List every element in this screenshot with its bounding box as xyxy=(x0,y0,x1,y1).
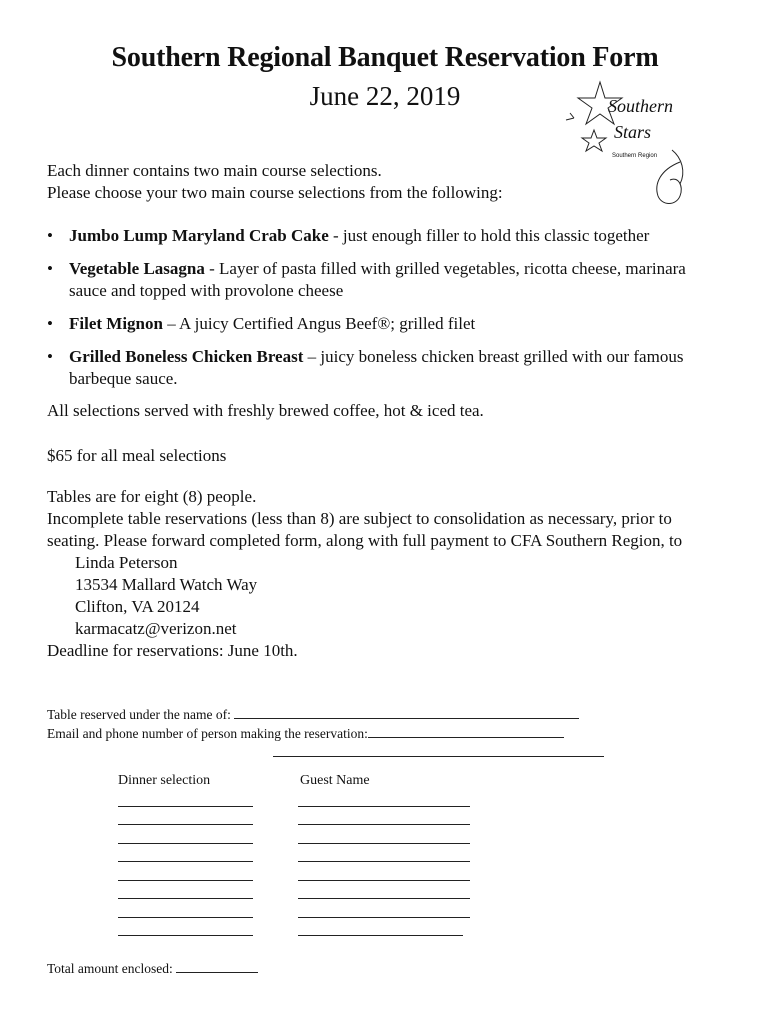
dinner-line[interactable] xyxy=(118,917,253,918)
dinner-line[interactable] xyxy=(118,935,253,936)
contact-name: Linda Peterson xyxy=(75,553,178,572)
guest-line[interactable] xyxy=(298,935,463,936)
dinner-line[interactable] xyxy=(118,824,253,825)
total-amount-line[interactable] xyxy=(176,960,258,973)
guest-line[interactable] xyxy=(298,824,470,825)
guest-name-header: Guest Name xyxy=(300,773,370,788)
guest-line[interactable] xyxy=(298,806,470,807)
dinner-selection-header: Dinner selection xyxy=(118,773,211,788)
dinner-line[interactable] xyxy=(118,861,253,862)
contact-email: karmacatz@verizon.net xyxy=(75,619,237,638)
page-title: Southern Regional Banquet Reservation Form xyxy=(111,42,659,73)
svg-text:Stars: Stars xyxy=(614,122,652,142)
deadline: Deadline for reservations: June 10th. xyxy=(47,641,298,660)
contact-field[interactable]: Email and phone number of person making the reservation: xyxy=(47,725,564,742)
contact-line-2[interactable] xyxy=(273,756,604,757)
guest-line[interactable] xyxy=(298,861,470,862)
dinner-line[interactable] xyxy=(118,806,253,807)
svg-text:Southern: Southern xyxy=(608,96,673,116)
guest-line[interactable] xyxy=(298,880,470,881)
guest-line[interactable] xyxy=(298,898,470,899)
table-name-field[interactable]: Table reserved under the name of: xyxy=(47,706,579,723)
list-item: • Grilled Boneless Chicken Breast – juicy boneless chicken breast grilled with our famous barbeque sauce. xyxy=(47,347,684,388)
served-note: All selections served with freshly brewed coffee, hot & iced tea. xyxy=(47,401,484,420)
contact-street: 13534 Mallard Watch Way xyxy=(75,575,258,594)
svg-text:Southern Region: Southern Region xyxy=(612,153,658,159)
total-amount-field[interactable]: Total amount enclosed: xyxy=(47,960,258,977)
dinner-line[interactable] xyxy=(118,880,253,881)
contact-line[interactable] xyxy=(368,725,564,738)
star-icon-small xyxy=(582,130,606,151)
intro-text: Each dinner contains two main course selections. Please choose your two main course selections from the following: xyxy=(47,161,503,202)
tables-info: Tables are for eight (8) people. Incomplete table reservations (less than 8) are subject to consolidation as necessary, prior to seating. Please forward completed form, along with full payment to CFA Southern Region, to Linda Peterson 13534 Mallard Watch Way Clifton, VA 20124 karmacatz@verizon.net Deadline for reservations: June 10th. xyxy=(47,486,687,662)
list-item: • Vegetable Lasagna - Layer of pasta filled with grilled vegetables, ricotta cheese, marinara sauce and topped with provolone cheese xyxy=(47,259,686,300)
event-date: June 22, 2019 xyxy=(309,81,461,111)
contact-city: Clifton, VA 20124 xyxy=(75,597,200,616)
table-name-line[interactable] xyxy=(234,706,579,719)
list-item: • Filet Mignon – A juicy Certified Angus Beef®; grilled filet xyxy=(47,314,476,333)
guest-line[interactable] xyxy=(298,917,470,918)
price-note: $65 for all meal selections xyxy=(47,446,227,465)
dinner-line[interactable] xyxy=(118,898,253,899)
guest-line[interactable] xyxy=(298,843,470,844)
list-item: • Jumbo Lump Maryland Crab Cake - just enough filler to hold this classic together xyxy=(47,226,650,245)
dinner-line[interactable] xyxy=(118,843,253,844)
menu-list xyxy=(47,225,707,401)
